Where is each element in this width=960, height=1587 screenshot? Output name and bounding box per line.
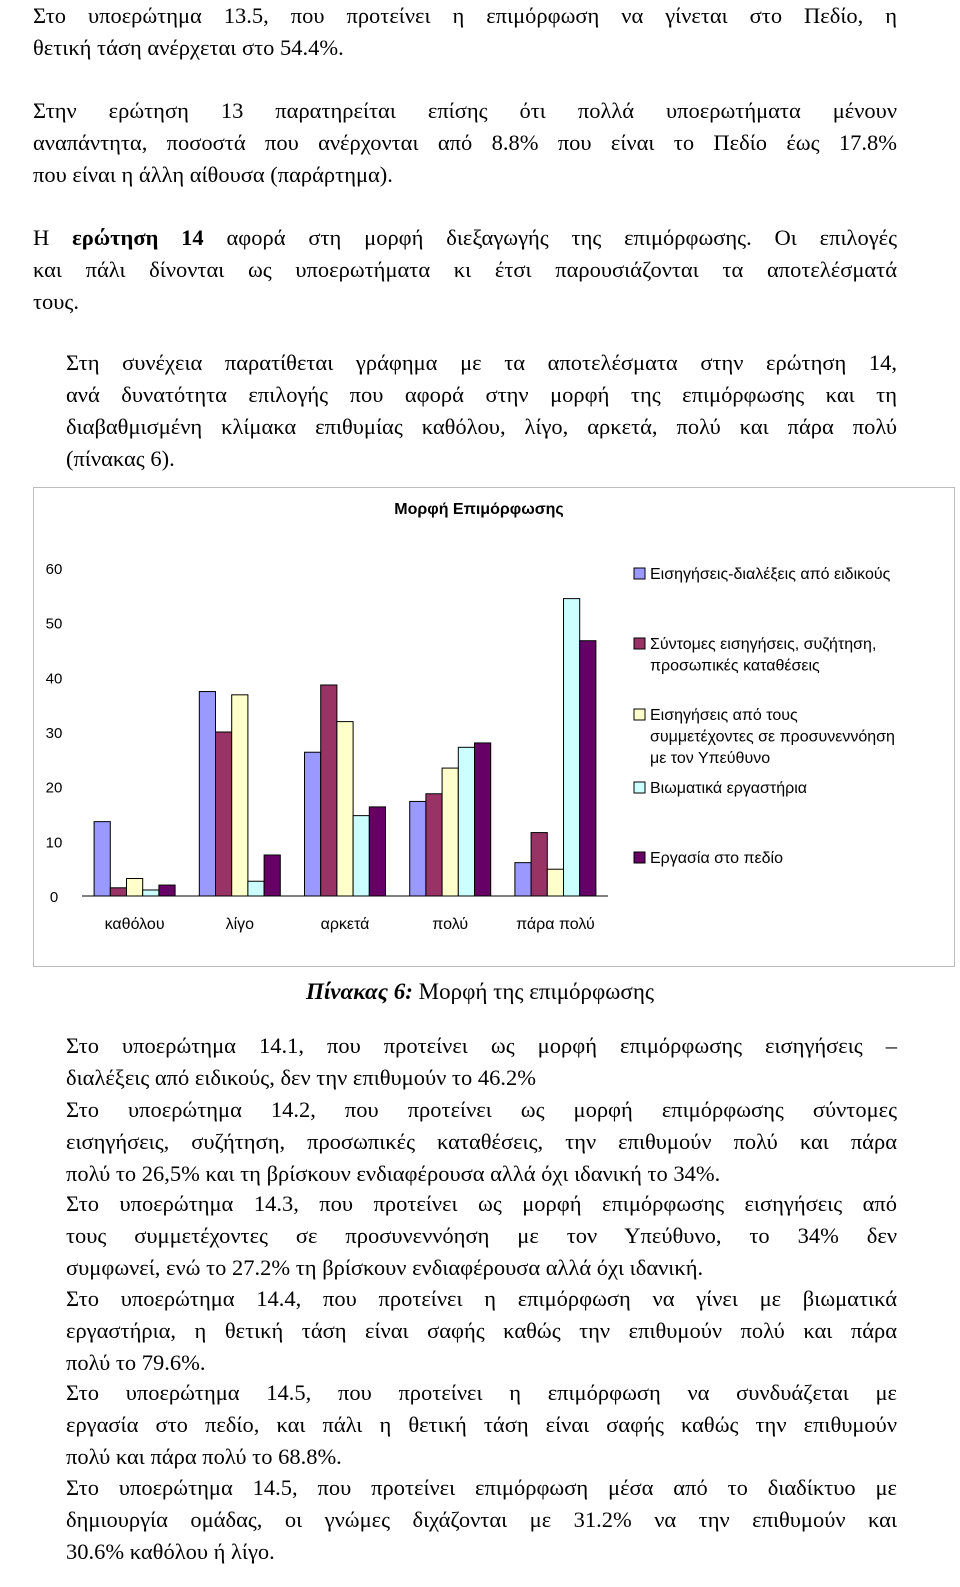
paragraph-1-line-1: Στο υποερώτημα 13.5, που προτείνει η επιμόρφωση να γίνεται στο Πεδίο, η [33,3,897,28]
bar-1-3 [127,879,143,896]
bar-4-1 [410,801,426,896]
legend-label: Εισηγήσεις από τους [650,707,798,724]
bar-5-2 [531,833,547,896]
x-tick-label: πολύ [432,916,469,933]
legend-label: με τον Υπεύθυνο [650,750,771,767]
bar-3-2 [321,685,337,896]
paragraph-9-line-2: εργασία στο πεδίο, και πάλι η θετική τάση είναι σαφής καθώς την επιθυμούν [66,1412,897,1437]
bar-2-2 [216,732,232,896]
paragraph-8-line-3: πολύ το 79.6%. [66,1350,206,1375]
y-tick-label: 30 [45,725,63,742]
paragraph-7-line-1: Στο υποερώτημα 14.3, που προτείνει ως μορφή επιμόρφωσης εισηγήσεις από [66,1191,897,1216]
paragraph-6-line-3: πολύ το 26,5% και τη βρίσκουν ενδιαφέρουσα αλλά όχι ιδανική το 34%. [66,1161,721,1186]
paragraph-2-line-2: αναπάντητα, ποσοστά που ανέρχονται από 8.8% που είναι το Πεδίο έως 17.8% [33,130,897,155]
table-caption [0,976,960,1008]
chart-title: Μορφή Επιμόρφωσης [394,501,564,518]
legend-label: Εισηγήσεις-διαλέξεις από ειδικούς [650,566,891,583]
paragraph-10-line-2: δημιουργία ομάδας, οι γνώμες διχάζονται με 31.2% να την επιθυμούν και [66,1507,897,1532]
bar-1-5 [159,885,175,896]
paragraph-6 [33,1094,897,1190]
bar-2-3 [232,695,248,896]
y-tick-label: 40 [45,670,63,688]
paragraph-5-line-2: διαλέξεις από ειδικούς, δεν την επιθυμούν το 46.2% [66,1065,536,1090]
bar-3-1 [305,752,321,896]
paragraph-3-line-1 [33,222,897,254]
bar-4-2 [426,794,442,896]
paragraph-4-line-3: διαβαθμισμένη κλίμακα επιθυμίας καθόλου, λίγο, αρκετά, πολύ και πάρα πολύ [66,414,897,439]
bar-4-5 [475,743,491,896]
bar-3-3 [337,722,353,896]
paragraph-6-line-1: Στο υποερώτημα 14.2, που προτείνει ως μορφή επιμόρφωσης σύντομες [66,1097,897,1122]
paragraph-8-line-2: εργαστήρια, η θετική τάση είναι σαφής καθώς την επιθυμούν πολύ και πάρα [66,1318,897,1343]
chart-svg [34,488,954,966]
legend-swatch [634,709,645,720]
legend-swatch [634,852,645,863]
bar-4-3 [442,768,458,896]
bar-5-5 [580,641,596,896]
bar-1-2 [110,888,126,896]
x-tick-label: αρκετά [320,916,370,933]
legend-swatch [634,782,645,793]
paragraph-2 [33,95,897,191]
paragraph-9-line-1: Στο υποερώτημα 14.5, που προτείνει η επιμόρφωση να συνδυάζεται με [66,1380,897,1405]
paragraph-5 [33,1030,897,1094]
bar-4-4 [458,747,474,896]
y-tick-label: 50 [45,615,63,633]
paragraph-3-lead-rest: αφορά στη μορφή διεξαγωγής της επιμόρφωσης. Οι επιλογές [203,225,897,250]
legend-label: προσωπικές καταθέσεις [650,657,820,675]
x-tick-label: λίγο [225,916,255,933]
bar-2-5 [264,855,280,896]
y-tick-label: 20 [45,779,63,797]
paragraph-6-line-2: εισηγήσεις, συζήτηση, προσωπικές καταθέσεις, την επιθυμούν πολύ και πάρα [66,1129,897,1154]
bar-5-3 [547,869,563,896]
paragraph-1 [33,0,897,64]
bar-5-1 [515,863,531,896]
paragraph-1-line-2: θετική τάση ανέρχεται στο 54.4%. [33,35,344,60]
bar-1-1 [94,822,110,896]
bar-1-4 [143,890,159,896]
bar-3-4 [353,816,369,896]
paragraph-4-line-4: (πίνακας 6). [66,446,175,471]
paragraph-3 [33,222,897,318]
x-tick-label: πάρα πολύ [516,916,595,933]
paragraph-3-lead-plain: Η [33,225,73,250]
paragraph-2-line-1: Στην ερώτηση 13 παρατηρείται επίσης ότι πολλά υποερωτήματα μένουν [33,98,897,123]
y-tick-label: 10 [45,834,63,852]
paragraph-4-line-2: ανά δυνατότητα επιλογής που αφορά στην μορφή της επιμόρφωσης και τη [66,382,897,407]
paragraph-10 [33,1472,897,1568]
chart-bars [94,599,596,896]
caption-label: Πίνακας 6: [306,979,413,1004]
paragraph-3-lead-bold: ερώτηση 14 [72,225,204,250]
legend-swatch [634,568,645,579]
paragraph-4 [33,347,897,475]
paragraph-2-line-3: που είναι η άλλη αίθουσα (παράρτημα). [33,162,393,187]
paragraph-7 [33,1188,897,1284]
chart-legend [634,566,895,867]
paragraph-7-line-3: συμφωνεί, ενώ το 27.2% τη βρίσκουν ενδιαφέρουσα αλλά όχι ιδανική. [66,1255,704,1280]
bar-2-1 [199,692,215,896]
legend-label: Σύντομες εισηγήσεις, συζήτηση, [650,636,877,653]
paragraph-8 [33,1283,897,1379]
paragraph-5-line-1: Στο υποερώτημα 14.1, που προτείνει ως μορφή επιμόρφωσης εισηγήσεις – [66,1033,897,1058]
x-tick-label: καθόλου [104,916,165,933]
paragraph-4-line-1: Στη συνέχεια παρατίθεται γράφημα με τα αποτελέσματα στην ερώτηση 14, [66,350,897,375]
paragraph-3-line-3: τους. [33,289,79,314]
legend-label: Βιωματικά εργαστήρια [650,780,808,797]
paragraph-10-line-3: 30.6% καθόλου ή λίγο. [66,1539,275,1564]
paragraph-3-line-2: και πάλι δίνονται ως υποερωτήματα κι έτσι παρουσιάζονται τα αποτελέσματά [33,257,897,282]
y-tick-label: 60 [45,561,63,578]
bar-2-4 [248,881,264,896]
legend-label: Εργασία στο πεδίο [650,850,783,867]
chart-frame [33,487,955,967]
paragraph-7-line-2: τους συμμετέχοντες σε προσυνεννόηση με τον Υπεύθυνο, το 34% δεν [66,1223,897,1248]
paragraph-9-line-3: πολύ και πάρα πολύ το 68.8%. [66,1444,342,1469]
paragraph-10-line-1: Στο υποερώτημα 14.5, που προτείνει επιμόρφωση μέσα από το διαδίκτυο με [66,1475,897,1500]
bar-3-5 [369,807,385,896]
legend-label: συμμετέχοντες σε προσυνεννόηση [650,728,895,746]
legend-swatch [634,638,645,649]
paragraph-9 [33,1377,897,1473]
bar-5-4 [564,599,580,896]
paragraph-8-line-1: Στο υποερώτημα 14.4, που προτείνει η επιμόρφωση να γίνει με βιωματικά [66,1286,897,1311]
caption-text: Μορφή της επιμόρφωσης [412,979,654,1004]
y-tick-label: 0 [49,889,59,906]
